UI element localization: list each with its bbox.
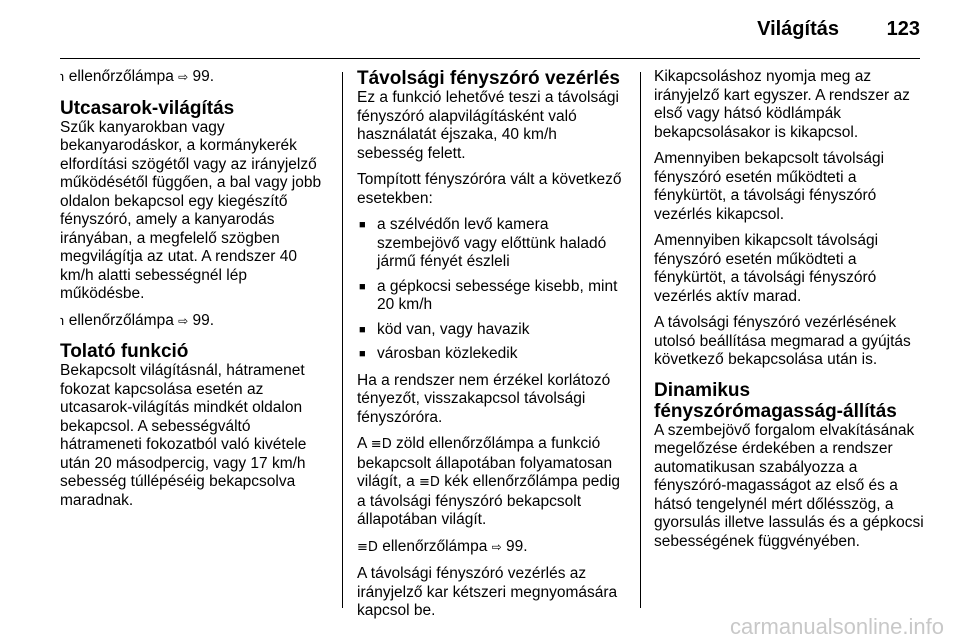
page-title: Világítás bbox=[757, 18, 839, 40]
paragraph: A távolsági fényszóró vezérlésének utolsó beállítása megmarad a gyújtás következő bekapcsolása után is. bbox=[654, 314, 911, 368]
page-ref-arrow-icon: ⇨ bbox=[178, 313, 189, 328]
paragraph: A távolsági fényszóró vezérlés az irányjelző kar kétszeri megnyomására kapcsol be. bbox=[357, 565, 618, 619]
page-ref-link[interactable]: 99. bbox=[188, 68, 215, 85]
list-item: ■ a gépkocsi sebessége kisebb, mint 20 km/h bbox=[357, 278, 627, 315]
section-heading-dynamic-leveling: Dinamikus fényszórómagasság-állítás bbox=[654, 379, 897, 422]
paragraph: A szembejövő forgalom elvakításának megelőzése érdekében a rendszer automatikusan szabályozza a fényszóró-magasságot az első és a hátsó tengelynél mért dőlésszög, a gyorsulás illetve lassulás és a gépkocsi sebességének függvényében. bbox=[654, 421, 924, 550]
list-item: ■ a szélvédőn levő kamera szembejövő vagy előttünk haladó jármű fényét észleli bbox=[357, 216, 627, 272]
page-ref-arrow-icon: ⇨ bbox=[178, 70, 189, 84]
paragraph: A ≡D zöld ellenőrzőlámpa a funkció bekapcsolt állapotában folyamatosan világít, a ≡D kék ellenőrzőlámpa pedig a távolsági fényszóró bekapcsolt állapotában világít. bbox=[357, 435, 621, 528]
paragraph: Ez a funkció lehetővé teszi a távolsági fényszóró alapvilágításként való használatát éjszaka, 40 km/h sebesség felett. bbox=[357, 89, 619, 162]
column-2 bbox=[357, 68, 627, 629]
list-item: ■ köd van, vagy havazik bbox=[357, 321, 627, 340]
bullet-list bbox=[357, 216, 627, 364]
paragraph: Ha a rendszer nem érzékel korlátozó tényezőt, visszakapcsol távolsági fényszóróra. bbox=[357, 371, 611, 426]
lamp-reference: ℩ ellenőrzőlámpa ⇨ 99. bbox=[60, 311, 215, 329]
page-header bbox=[0, 0, 960, 62]
paragraph: Szűk kanyarokban vagy bekanyarodáskor, a kormánykerék elfordítási szögétől vagy az irányjelző működésétől függően, a bal vagy jobb oldalon bekapcsol egy kiegészítő fényszóró, amely a kanyarodás irányában, a megfelelő szögben megvilágítja az utat. A rendszer 40 km/h alatti sebességnél lép működésbe. bbox=[60, 118, 322, 302]
section-heading-high-beam-assist: Távolsági fényszóró vezérlés bbox=[357, 68, 620, 89]
column-3 bbox=[654, 68, 928, 559]
paragraph: Tompított fényszóróra vált a következő esetekben: bbox=[357, 171, 622, 207]
paragraph: Kikapcsoláshoz nyomja meg az irányjelző kart egyszer. A rendszer az első vagy hátsó ködlámpák bekapcsolásakor is kikapcsol. bbox=[654, 68, 910, 141]
lamp-icon: ℩ bbox=[60, 313, 65, 329]
high-beam-icon: ≡D bbox=[419, 475, 440, 490]
page-number: 123 bbox=[886, 18, 920, 40]
list-item: ■ városban közlekedik bbox=[357, 345, 627, 364]
column-1 bbox=[60, 68, 332, 518]
header-rule bbox=[60, 58, 920, 59]
watermark: carmanualsonline.info bbox=[729, 614, 944, 639]
column-divider bbox=[640, 72, 641, 608]
section-heading-cornering-light: Utcasarok-világítás bbox=[60, 97, 235, 119]
paragraph: Bekapcsolt világításnál, hátramenet fokozat kapcsolása esetén az utcasarok-világítás mindkét oldalon bekapcsol. A sebességváltó hátrameneti fokozatból való kivétele után 20 másodpercig, vagy 17 km/h sebesség túllépéséig bekapcsolva maradnak. bbox=[60, 362, 307, 509]
page-ref-arrow-icon: ⇨ bbox=[491, 539, 502, 554]
page-ref-link[interactable]: 99. bbox=[501, 537, 528, 555]
lamp-reference: ≡D ellenőrzőlámpa ⇨ 99. bbox=[357, 537, 528, 555]
lamp-icon: ℩ bbox=[60, 70, 65, 85]
high-beam-icon: ≡D bbox=[357, 539, 378, 555]
paragraph: Amennyiben kikapcsolt távolsági fényszóró esetén működteti a fénykürtöt, a távolsági fényszóró vezérlés aktív marad. bbox=[654, 232, 879, 305]
column-divider bbox=[342, 72, 343, 608]
section-heading-reverse-function: Tolató funkció bbox=[60, 341, 189, 362]
paragraph: Amennyiben bekapcsolt távolsági fényszóró esetén működteti a fénykürtöt, a távolsági fényszóró vezérlés kikapcsol. bbox=[654, 150, 885, 223]
page-ref-link[interactable]: 99. bbox=[188, 311, 215, 329]
high-beam-icon: ≡D bbox=[370, 437, 392, 452]
lamp-reference: ℩ ellenőrzőlámpa ⇨ 99. bbox=[60, 68, 215, 85]
